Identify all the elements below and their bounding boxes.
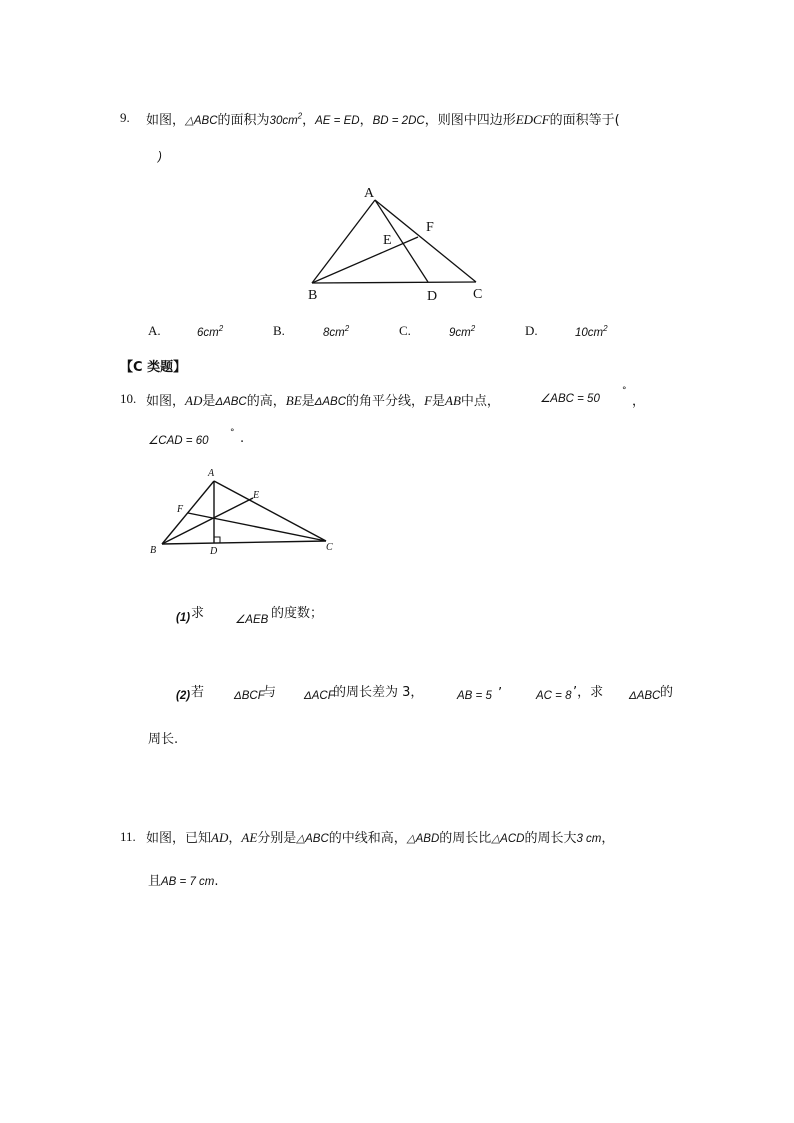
q9-label-c: C	[473, 287, 483, 302]
q9-option-b-text: 8cm	[323, 326, 345, 339]
q9-abc: ABC	[193, 115, 218, 127]
q10-label-d: D	[210, 546, 218, 557]
q10-seg-ab	[162, 481, 214, 544]
q9-seg-bf	[312, 237, 418, 283]
q10-seg-ac	[214, 481, 326, 541]
q11-ab7: AB = 7 cm	[161, 876, 215, 888]
q11-text1: 如图，已知	[146, 831, 212, 846]
q9-option-b-sup: 2	[344, 324, 350, 333]
q9-triangle-symbol: △	[185, 115, 194, 127]
q10-right-angle-mark	[214, 537, 220, 543]
q9-text3: 的面积等于(	[549, 113, 620, 128]
q9-seg-bc	[312, 282, 476, 283]
q9-option-d-sup: 2	[603, 324, 608, 333]
q9-close-paren: )	[158, 151, 162, 163]
q10-f: F	[424, 393, 433, 408]
q9-intro: 如图，	[146, 113, 186, 128]
q9-area: 30cm	[269, 115, 298, 127]
q9-option-a-letter[interactable]: A.	[148, 323, 161, 338]
q11-ae: AE	[241, 830, 258, 845]
q10-part2-ac8: AC = 8	[536, 690, 572, 702]
q10-part2-yu: 与	[263, 685, 277, 700]
q10-part2-ab5: AB = 5	[457, 690, 492, 702]
q10-label-e: E	[253, 490, 260, 501]
q10-part2-bcf: ΔBCF	[234, 690, 265, 702]
q10-part2-qiu: 求	[590, 685, 604, 700]
q10-period: .	[240, 431, 245, 446]
q9-option-d-text: 10cm	[575, 326, 604, 339]
q11-number: 11.	[120, 829, 136, 844]
q9-option-c-letter[interactable]: C.	[399, 323, 411, 338]
q11-line2-end: .	[214, 874, 219, 889]
q10-part2-comma1: ’	[498, 686, 503, 701]
q9-option-d-letter[interactable]: D.	[525, 323, 538, 338]
q10-be: BE	[285, 393, 302, 408]
q10-part2-line2: 周长.	[148, 732, 179, 747]
q11-abc: △ABC	[296, 833, 329, 845]
q11-val: 3 cm	[576, 833, 602, 845]
q10-label-f: F	[177, 504, 184, 515]
q10-part2-abc: ΔABC	[629, 690, 661, 702]
q10-is1: 是	[202, 394, 216, 409]
q10-part1-angle: ∠AEB	[235, 614, 269, 626]
q10-seg-bc	[162, 541, 326, 544]
q10-delta-abc2: ΔABC	[314, 396, 347, 408]
q10-degree1: °	[622, 386, 627, 396]
q10-part2-acf: ΔACF	[304, 690, 335, 702]
q10-part2-diff: 的周长差为 3，	[333, 685, 424, 700]
q9-figure	[300, 180, 500, 305]
q10-part2-ruo: 若	[191, 685, 205, 700]
q10-is2: 是	[301, 394, 315, 409]
q10-label-c: C	[326, 542, 333, 553]
q10-is3: 是	[432, 394, 446, 409]
q10-angle-cad: ∠CAD = 60	[148, 435, 209, 447]
q9-option-a-text: 6cm	[197, 326, 219, 339]
q10-label-a: A	[208, 468, 215, 479]
q9-seg-ab	[312, 200, 375, 283]
q9-label-d: D	[427, 289, 438, 304]
q11-line2	[148, 870, 219, 889]
q9-ae-ed: AE = ED	[315, 115, 360, 127]
q9-option-a-sup: 2	[218, 324, 224, 333]
q11-ad: AD	[211, 830, 229, 845]
q11-abd: △ABD	[406, 833, 440, 845]
q9-cond2: ，	[359, 113, 373, 128]
q9-edcf: EDCF	[515, 112, 550, 127]
q11-line2-a: 且	[148, 874, 162, 889]
q10-seg-cf	[188, 513, 326, 541]
q10-part2-num: (2)	[176, 690, 191, 702]
q10-text-bisector: 的角平分线，	[346, 394, 425, 409]
q10-text-mid: 中点，	[460, 394, 500, 409]
q9-text1: 的面积为	[217, 113, 270, 128]
q10-number: 10.	[120, 391, 137, 406]
q10-text-height: 的高，	[246, 394, 286, 409]
section-c-heading: 【C 类题】	[120, 360, 187, 375]
q10-part1-num: (1)	[176, 612, 191, 624]
q10-ab: AB	[445, 393, 461, 408]
q9-bd-2dc: BD = 2DC	[372, 115, 425, 127]
q10-delta-abc1: ΔABC	[215, 396, 247, 408]
q9-option-b-letter[interactable]: B.	[273, 323, 285, 338]
q11-text4: 的周长比	[439, 831, 492, 846]
q10-seg-be	[162, 498, 253, 544]
q9-label-f: F	[426, 220, 434, 235]
q10-label-b: B	[150, 545, 157, 556]
q9-label-b: B	[308, 288, 318, 303]
q10-angle-abc: ∠ABC = 50	[540, 393, 600, 405]
q10-stem	[146, 390, 500, 409]
q9-option-c-sup: 2	[470, 324, 476, 333]
q10-part2-comma2	[573, 681, 603, 700]
q10-degree2: °	[230, 428, 235, 438]
q9-cond1: ，	[302, 113, 316, 128]
q9-option-c-text: 9cm	[449, 326, 471, 339]
q10-part1-qiu: 求	[191, 606, 205, 621]
q10-comma: ，	[632, 394, 646, 409]
q11-sep: ，	[228, 831, 242, 846]
q9-option-a-value[interactable]	[197, 324, 223, 339]
q11-end1: ，	[601, 831, 615, 846]
q10-part2-de: 的	[660, 685, 674, 700]
q11-stem	[146, 827, 614, 846]
q9-option-d-value[interactable]	[575, 324, 608, 339]
q9-stem	[146, 109, 620, 128]
q11-acd: △ACD	[491, 833, 525, 845]
q9-number: 9.	[120, 110, 130, 125]
q9-option-b-value[interactable]	[323, 324, 349, 339]
q9-area-sup: 2	[297, 111, 303, 121]
q10-intro: 如图，	[146, 394, 186, 409]
q11-text3: 的中线和高，	[328, 831, 407, 846]
q9-text2: ，则图中四边形	[424, 113, 516, 128]
q10-ad: AD	[185, 393, 203, 408]
q9-option-c-value[interactable]	[449, 324, 475, 339]
q10-figure	[145, 462, 345, 562]
q9-label-e: E	[383, 233, 392, 248]
q10-part2-comma2-text: ’，	[573, 685, 591, 700]
q10-part1-rest: 的度数；	[271, 606, 324, 621]
q11-text2: 分别是	[257, 831, 297, 846]
q9-label-a: A	[364, 186, 375, 201]
q11-text5: 的周长大	[524, 831, 577, 846]
